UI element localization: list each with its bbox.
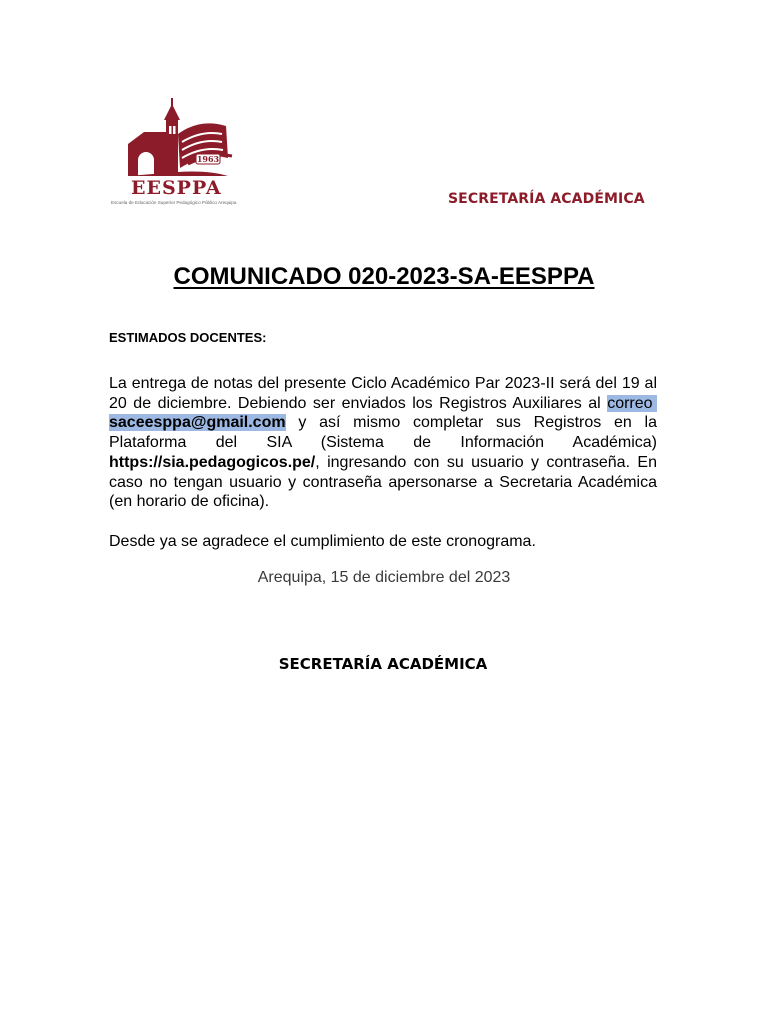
sia-url-link[interactable]: https://sia.pedagogicos.pe/ bbox=[109, 453, 316, 471]
logo-name: EESPPA bbox=[131, 177, 222, 199]
place-date bbox=[0, 569, 768, 587]
paragraph-part1: La entrega de notas del presente Ciclo Académico Par 2023-II será del 19 al 20 de diciembre. Debiendo ser enviados los Registros Auxiliares al bbox=[109, 375, 657, 412]
body-paragraph bbox=[109, 374, 657, 512]
email-link[interactable]: saceesppa@gmail.com bbox=[109, 414, 286, 432]
highlight-label: correo bbox=[607, 394, 653, 412]
header-department: SECRETARÍA ACADÉMICA bbox=[448, 191, 645, 207]
salutation: ESTIMADOS DOCENTES: bbox=[109, 330, 267, 345]
thanks-line: Desde ya se agradece el cumplimiento de este cronograma. bbox=[109, 533, 536, 550]
place-date-text: Arequipa, 15 de diciembre del 2023 bbox=[257, 569, 511, 586]
signature: SECRETARÍA ACADÉMICA bbox=[278, 655, 488, 673]
document-title: COMUNICADO 020-2023-SA-EESPPA bbox=[173, 263, 595, 290]
logo-year: 1963 bbox=[196, 154, 220, 164]
logo-subtitle: Escuela de Educación Superior Pedagógico Público Arequipa bbox=[111, 200, 237, 205]
paragraph-part3: , ingresando con su usuario y contraseña. En caso no tengan usuario y contraseña apersonarse a Secretaria Académica (en horario de oficina). bbox=[109, 453, 657, 511]
paragraph-part2: y así mismo completar sus Registros en la Plataforma del SIA (Sistema de Información Académica) bbox=[109, 414, 657, 452]
